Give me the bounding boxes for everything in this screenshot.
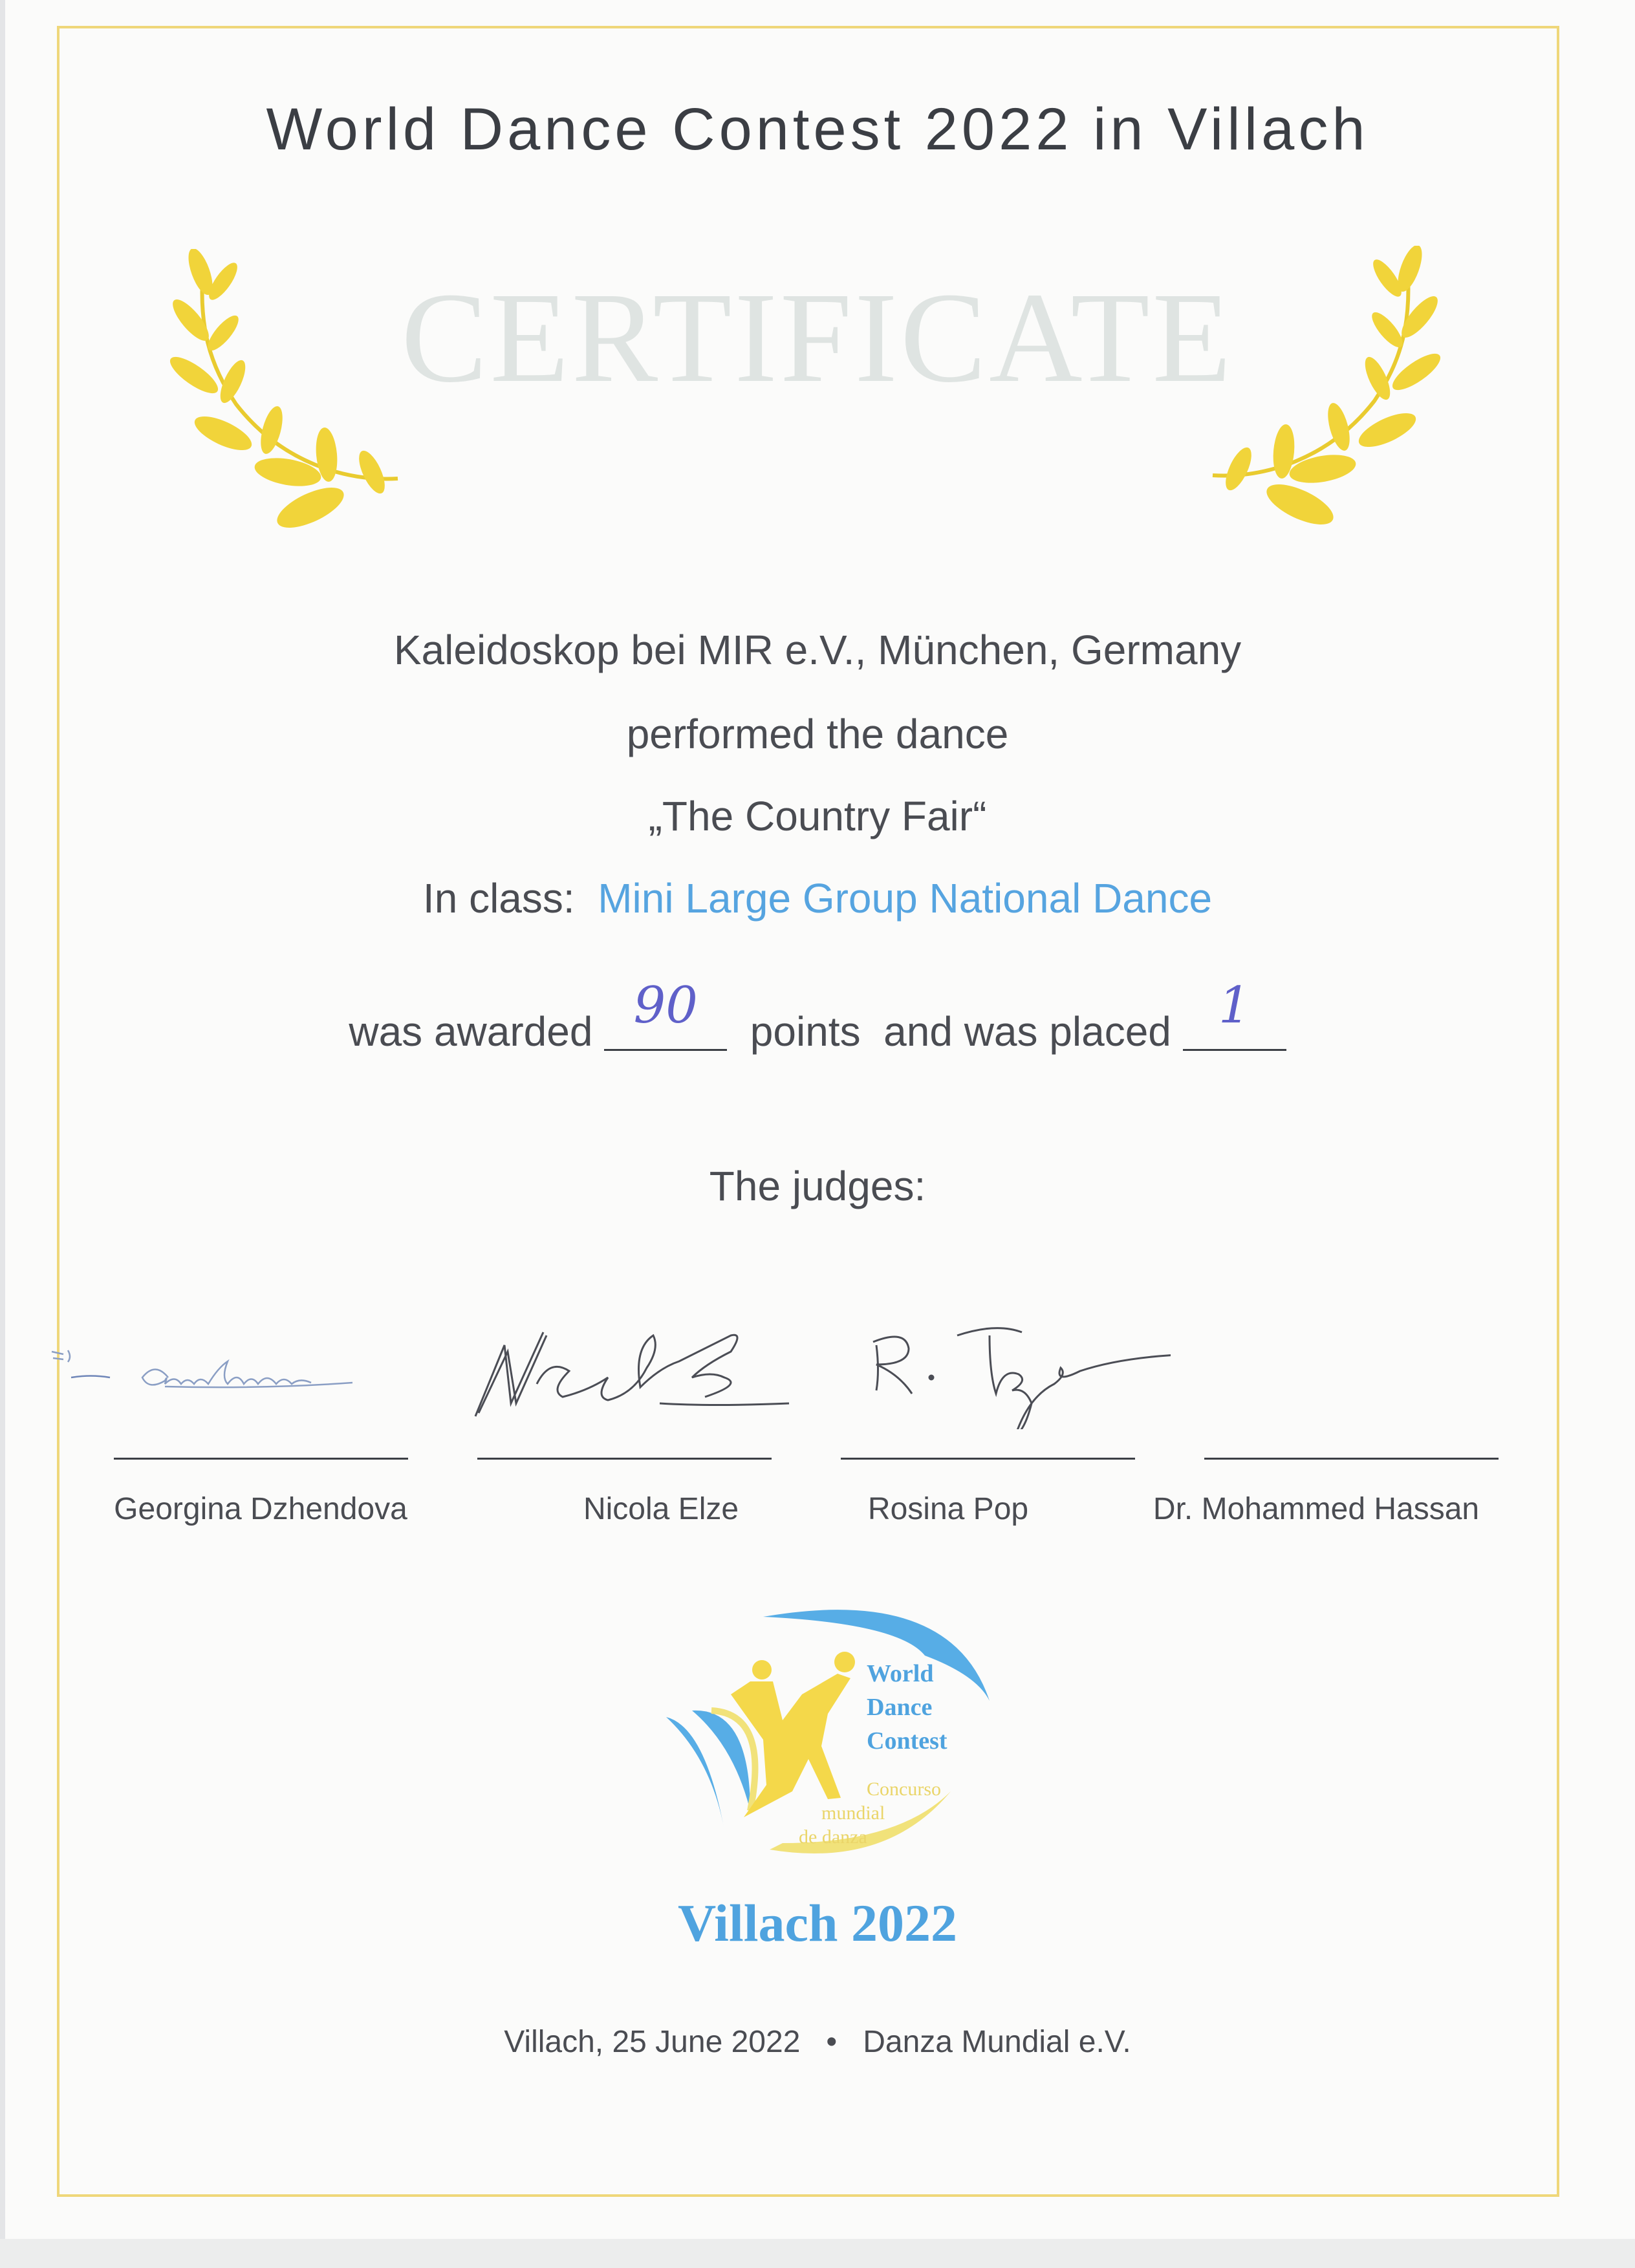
awarded-label: was awarded: [349, 1008, 593, 1055]
footer-separator: •: [826, 2025, 838, 2059]
points-label: points: [750, 1008, 861, 1055]
footer: [0, 2024, 1635, 2060]
logo-contest: Contest: [867, 1727, 947, 1755]
footer-date: Villach, 25 June 2022: [504, 2025, 801, 2059]
signature-dzhendova-icon: [45, 1332, 395, 1416]
class-label: In class:: [422, 875, 575, 922]
signature-line-1: [114, 1458, 408, 1460]
place-blank: [1183, 977, 1286, 1051]
award-line: [0, 977, 1635, 1055]
certificate-title: CERTIFICATE: [401, 266, 1234, 409]
logo-concurso: Concurso: [867, 1778, 941, 1800]
signature-pop-icon: [860, 1306, 1171, 1429]
logo-mundial: mundial: [821, 1802, 885, 1824]
dance-name: „The Country Fair“: [648, 793, 987, 839]
class-line: [0, 874, 1635, 922]
points-blank: [604, 977, 727, 1051]
points-value: 90: [633, 977, 698, 1035]
logo-dance: Dance: [867, 1694, 933, 1721]
contest-heading: World Dance Contest 2022 in Villach: [266, 96, 1369, 162]
signature-line-4: [1204, 1458, 1499, 1460]
signature-line-2: [477, 1458, 772, 1460]
performed-text: performed the dance: [626, 711, 1009, 757]
contest-logo: [653, 1597, 1015, 1895]
logo-villach-2022: Villach 2022: [677, 1894, 958, 1952]
judges-heading: The judges:: [709, 1163, 926, 1209]
placed-label: and was placed: [883, 1008, 1171, 1055]
class-value: Mini Large Group National Dance: [598, 875, 1213, 922]
logo-de-danza: de danza: [799, 1826, 867, 1848]
place-value: 1: [1218, 977, 1251, 1035]
judge-name: Nicola Elze: [583, 1492, 739, 1526]
logo-world: World: [867, 1660, 934, 1687]
judge-name: Dr. Mohammed Hassan: [1153, 1492, 1480, 1526]
signature-elze-icon: [466, 1306, 802, 1429]
scan-bottom-margin: [0, 2239, 1635, 2268]
group-name: Kaleidoskop bei MIR e.V., München, Germany: [393, 627, 1242, 673]
signature-line-3: [841, 1458, 1135, 1460]
judge-name: Georgina Dzhendova: [114, 1492, 407, 1526]
judge-name: Rosina Pop: [867, 1492, 1029, 1526]
footer-organizer: Danza Mundial e.V.: [863, 2025, 1131, 2059]
